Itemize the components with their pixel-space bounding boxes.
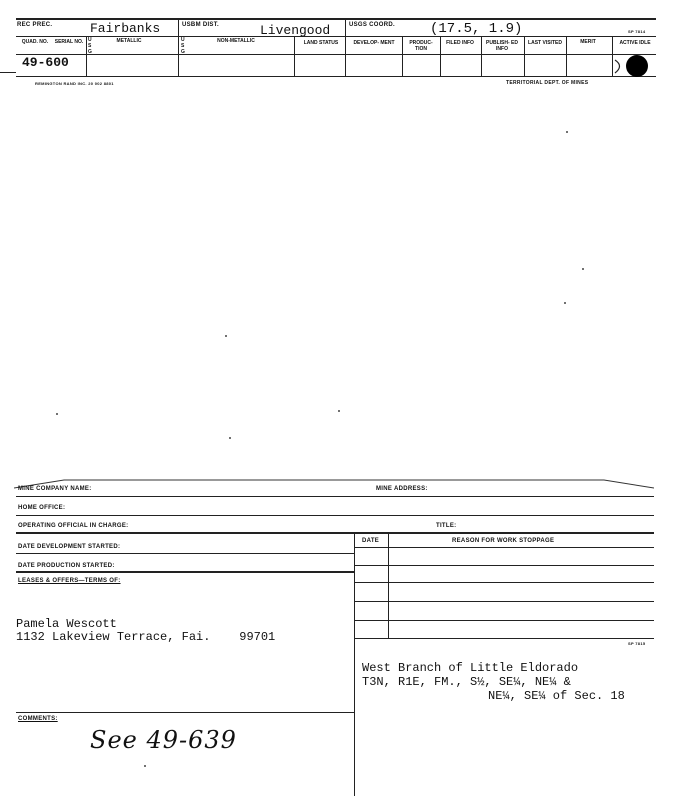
usgs-coord-value: (17.5, 1.9) (430, 21, 523, 37)
nonmetallic-label: NON-METALLIC (217, 38, 255, 44)
metallic-label: METALLIC (116, 38, 142, 44)
form-code-bottom: SP 7815 (628, 641, 646, 646)
operating-official-label: OPERATING OFFICIAL IN CHARGE: (18, 523, 129, 529)
rec-prec-label: REC PREC. (17, 22, 53, 28)
mine-company-label: MINE COMPANY NAME: (18, 486, 92, 492)
curve-mark-icon (612, 58, 626, 76)
serial-no-label: SERIAL NO. (54, 39, 84, 45)
date-development-label: DATE DEVELOPMENT STARTED: (18, 544, 121, 550)
date-column-label: DATE (362, 538, 380, 544)
comments-label: COMMENTS: (18, 716, 58, 722)
filed-info-label: FILED INFO (446, 40, 474, 46)
home-office-label: HOME OFFICE: (18, 505, 66, 511)
land-status-label: LAND STATUS (303, 40, 339, 46)
usg-right: U S G (181, 37, 185, 55)
card-top-edge (14, 474, 654, 492)
mine-address-label: MINE ADDRESS: (376, 486, 428, 492)
owner-address: 1132 Lakeview Terrace, Fai. 99701 (16, 630, 276, 644)
development-label: DEVELOP- MENT (353, 40, 395, 46)
footer-left-text: REMINGTON RAND INC. 20 002 8801 (35, 81, 114, 86)
date-production-label: DATE PRODUCTION STARTED: (18, 563, 115, 569)
published-info-label: PUBLISH- ED INFO (486, 40, 518, 52)
usgs-coord-label: USGS COORD. (349, 22, 395, 28)
active-idle-label: ACTIVE IDLE (619, 40, 651, 46)
location-line-3: NE¼, SE¼ of Sec. 18 (488, 689, 625, 703)
reason-column-label: REASON FOR WORK STOPPAGE (452, 538, 555, 544)
location-line-2: T3N, R1E, FM., S½, SE¼, NE¼ & (362, 675, 571, 689)
quad-no-label: QUAD. NO. (21, 39, 49, 45)
last-visited-label: LAST VISITED (528, 40, 562, 46)
punch-hole-icon (626, 55, 648, 77)
production-label: PRODUC- TION (409, 40, 433, 52)
rec-prec-value: Fairbanks (90, 21, 161, 36)
merit-label: MERIT (580, 39, 596, 45)
location-line-1: West Branch of Little Eldorado (362, 661, 579, 675)
usg-left: U S G (88, 37, 92, 55)
handwritten-note: See 49-639 (90, 726, 237, 754)
form-code-top: SP 7814 (628, 29, 646, 34)
leases-label: LEASES & OFFERS—TERMS OF: (18, 578, 121, 584)
footer-right-text: TERRITORIAL DEPT. OF MINES (506, 80, 589, 86)
title-label: TITLE: (436, 523, 457, 529)
usbm-dist-label: USBM DIST. (182, 22, 220, 28)
quad-serial-value: 49-600 (22, 55, 69, 70)
owner-name: Pamela Wescott (16, 617, 117, 631)
usbm-dist-value: Livengood (260, 23, 331, 38)
